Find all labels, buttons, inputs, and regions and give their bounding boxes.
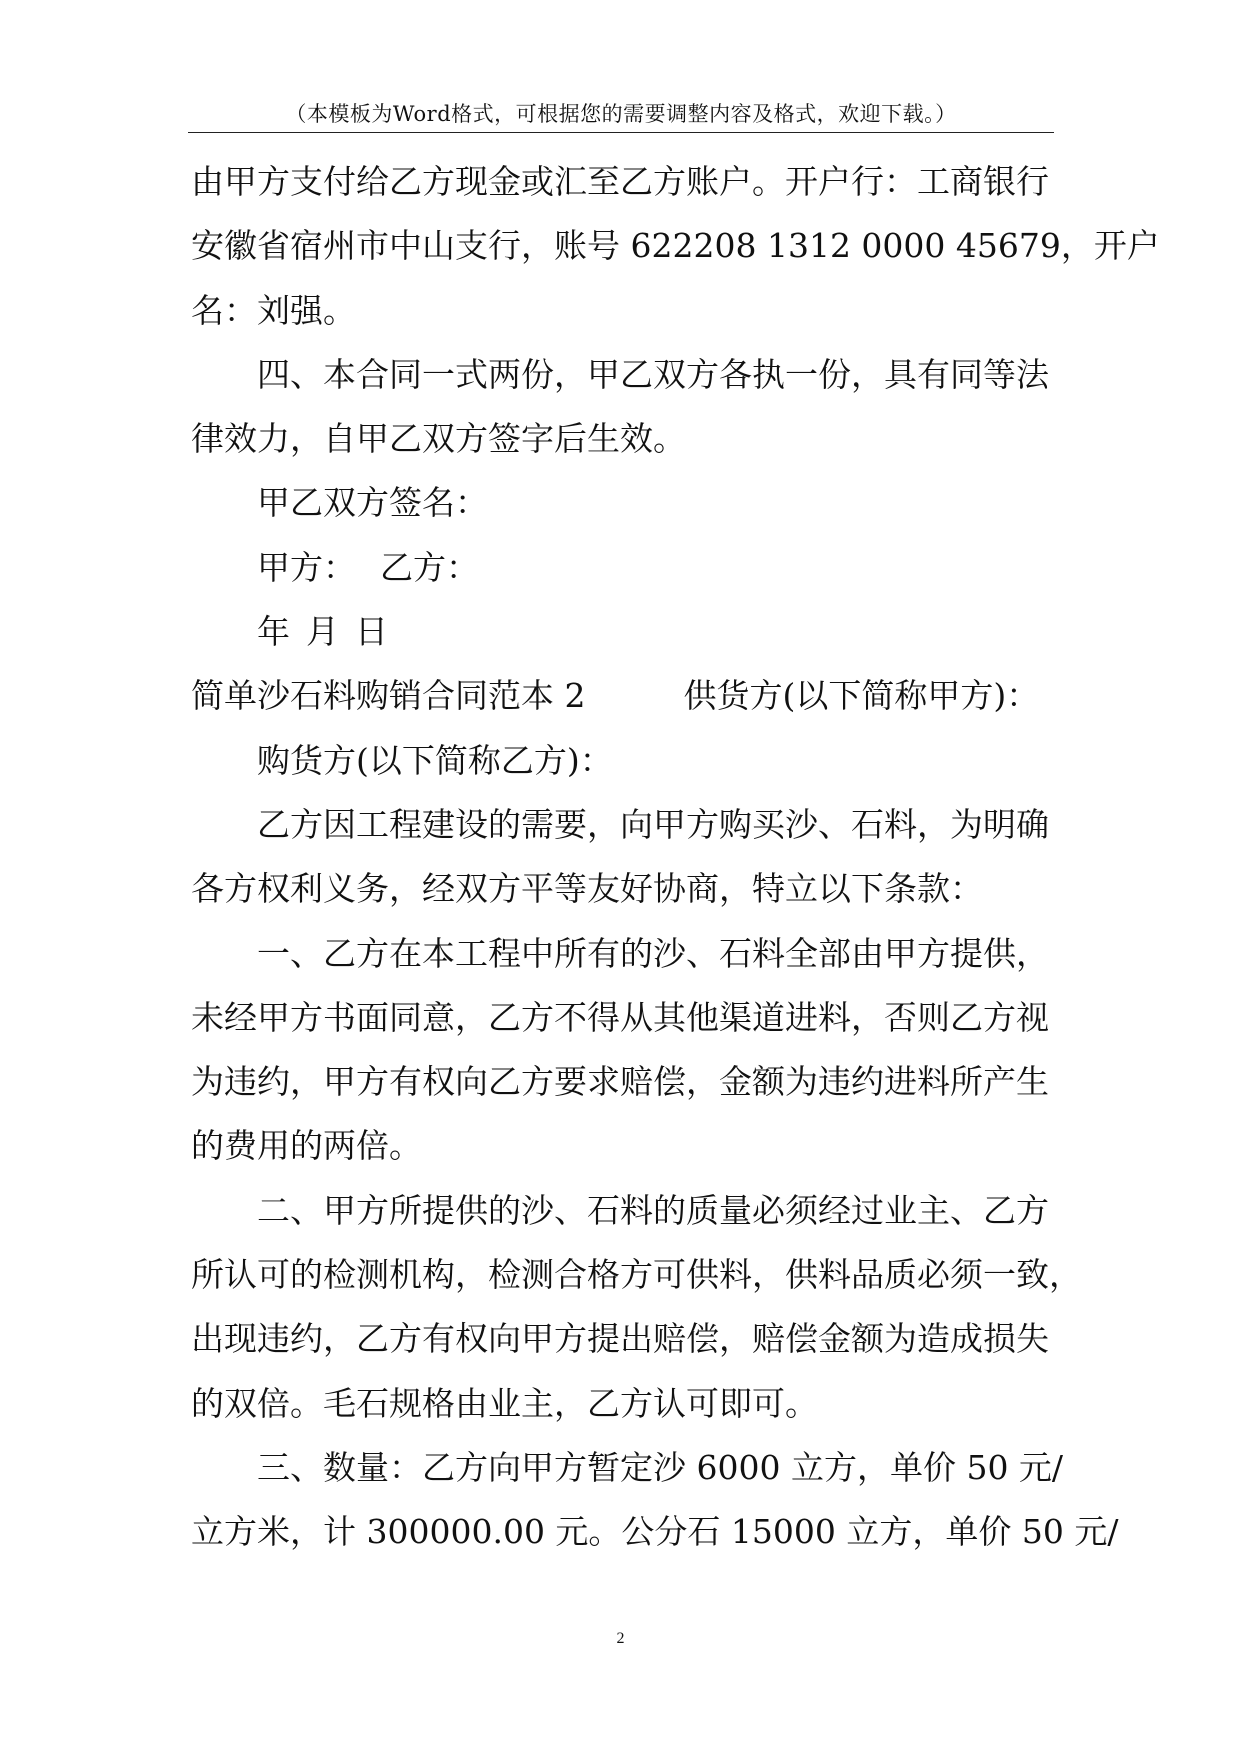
text-line: 的费用的两倍。 [191, 1126, 422, 1166]
contract-body [191, 150, 1160, 1565]
text-line: 乙方因工程建设的需要，向甲方购买沙、石料，为明确 [257, 804, 1049, 844]
text-line: 由甲方支付给乙方现金或汇至乙方账户。开户行：工商银行 [191, 162, 1049, 201]
text-line: 出现违约，乙方有权向甲方提出赔偿，赔偿金额为造成损失 [191, 1319, 1049, 1359]
supplier-label: 供货方(以下简称甲方)： [683, 676, 1040, 716]
text-line: 各方权利义务，经双方平等友好协商，特立以下条款： [191, 869, 983, 909]
text-line: 三、数量：乙方向甲方暂定沙 6000 立方，单价 50 元/ [257, 1447, 1064, 1487]
text-line: 的双倍。毛石规格由业主，乙方认可即可。 [191, 1383, 818, 1423]
text-line: 四、本合同一式两份，甲乙双方各执一份，具有同等法 [257, 354, 1049, 394]
text-line: 所认可的检测机构，检测合格方可供料，供料品质必须一致， [191, 1255, 1082, 1295]
page-number: 2 [616, 1630, 625, 1647]
party-b-label: 乙方： [380, 547, 479, 587]
text-line: 为违约，甲方有权向乙方要求赔偿，金额为违约进料所产生 [191, 1062, 1049, 1102]
date-line [191, 600, 1071, 664]
signature-heading: 甲乙双方签名： [257, 483, 488, 523]
header-divider [188, 132, 1054, 133]
text-line: 立方米，计 300000.00 元。公分石 15000 立方，单价 50 元/ [191, 1512, 1119, 1552]
text-line: 一、乙方在本工程中所有的沙、石料全部由甲方提供， [257, 933, 1049, 973]
buyer-label: 购货方(以下简称乙方)： [257, 740, 613, 780]
text-line: 名：刘强。 [191, 290, 356, 330]
month-label: 月 [306, 612, 339, 652]
day-label: 日 [355, 612, 388, 652]
party-a-label: 甲方： [257, 547, 356, 587]
year-label: 年 [257, 612, 290, 652]
text-line: 律效力，自甲乙双方签字后生效。 [191, 419, 686, 459]
text-line: 二、甲方所提供的沙、石料的质量必须经过业主、乙方 [257, 1190, 1049, 1230]
section-title: 简单沙石料购销合同范本 2 [191, 676, 586, 716]
template-header-note: （本模板为Word格式，可根据您的需要调整内容及格式，欢迎下载。） [285, 102, 957, 126]
signature-parties [191, 536, 1071, 600]
text-line: 安徽省宿州市中山支行，账号 622208 1312 0000 45679，开户 [191, 226, 1160, 266]
section-title-line [191, 664, 1071, 728]
text-line: 未经甲方书面同意，乙方不得从其他渠道进料，否则乙方视 [191, 997, 1049, 1037]
